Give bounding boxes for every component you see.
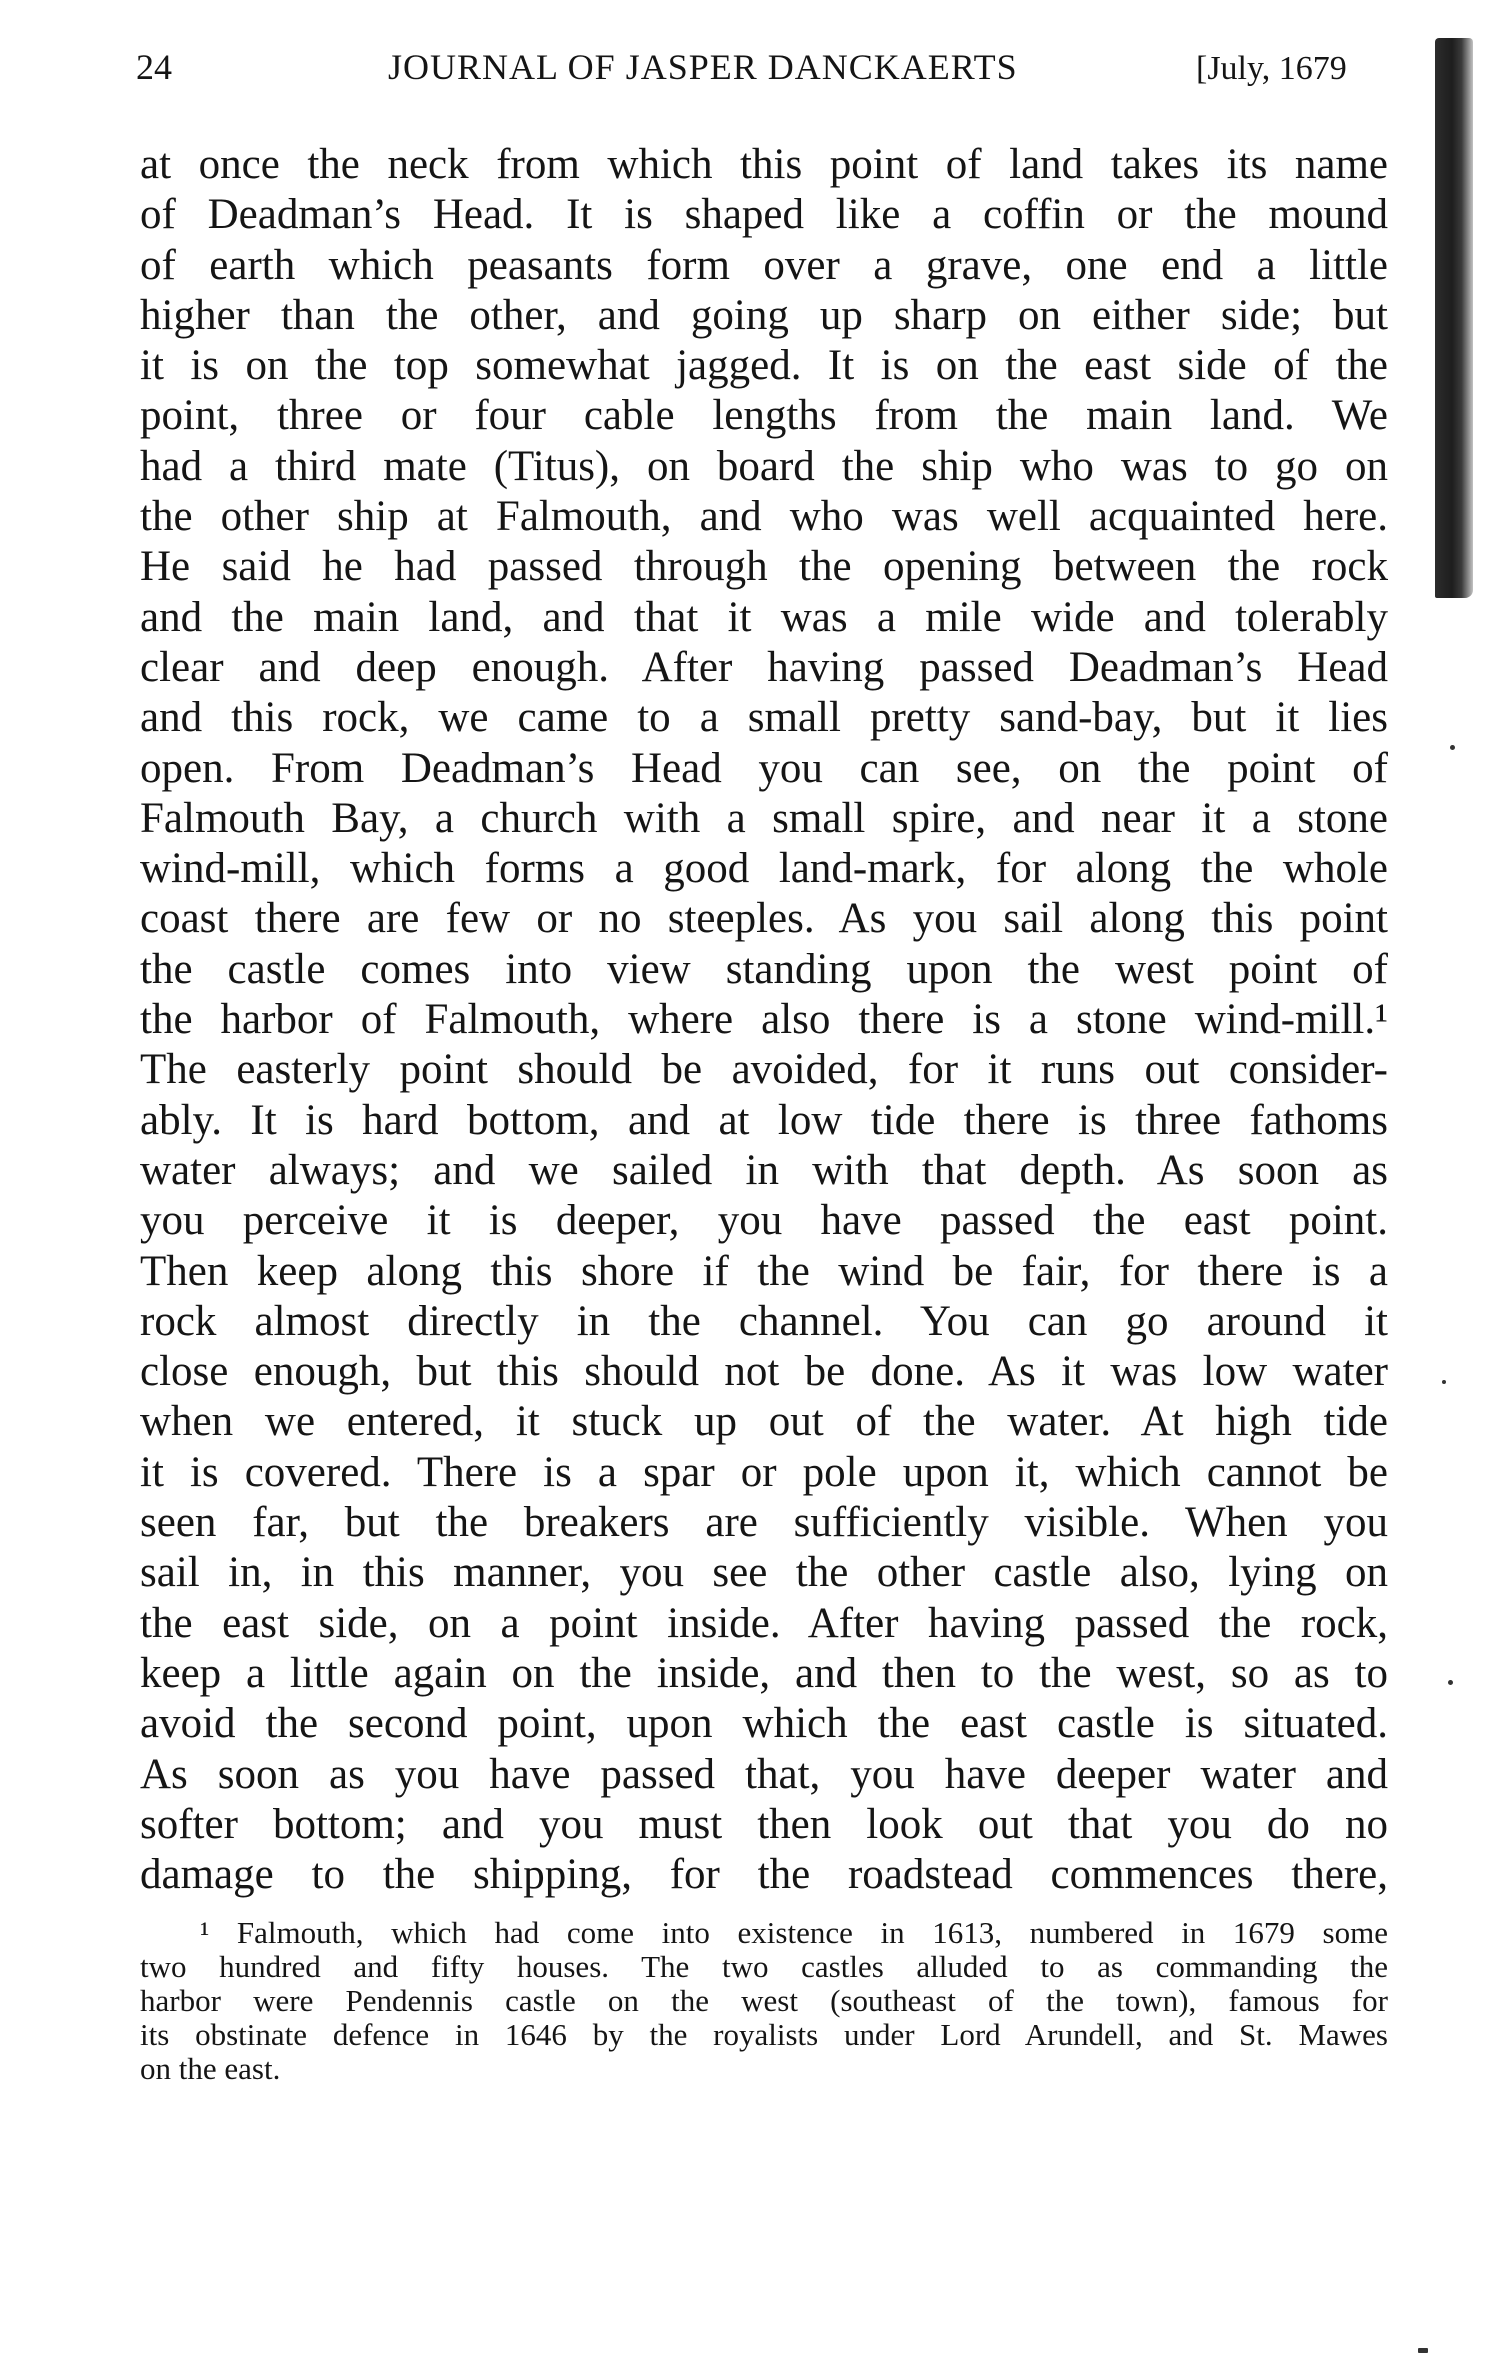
body-line: of Deadman’s Head. It is shaped like a coffin or the mound <box>140 191 1388 239</box>
body-line: and this rock, we came to a small pretty sand-bay, but it lies <box>140 694 1388 742</box>
body-line: He said he had passed through the opening between the rock <box>140 543 1388 591</box>
body-line: sail in, in this manner, you see the other castle also, lying on <box>140 1549 1388 1597</box>
body-line: you perceive it is deeper, you have passed the east point. <box>140 1197 1388 1245</box>
body-line: damage to the shipping, for the roadstead commences there, <box>140 1851 1388 1899</box>
scan-binding-shadow <box>1435 38 1473 598</box>
footnote-line: two hundred and fifty houses. The two castles alluded to as commanding the <box>140 1950 1388 1984</box>
body-line: The easterly point should be avoided, for it runs out consider- <box>140 1046 1388 1094</box>
body-line: the other ship at Falmouth, and who was well acquainted here. <box>140 493 1388 541</box>
body-line: close enough, but this should not be done. As it was low water <box>140 1348 1388 1396</box>
body-line: at once the neck from which this point of land takes its name <box>140 141 1388 188</box>
body-line: softer bottom; and you must then look out that you do no <box>140 1800 1388 1848</box>
body-line: As soon as you have passed that, you have deeper water and <box>140 1750 1388 1798</box>
footnote <box>140 1916 1388 2086</box>
body-line: of earth which peasants form over a grave, one end a little <box>140 241 1388 289</box>
running-date: [July, 1679 <box>1196 50 1347 87</box>
footnote-line: its obstinate defence in 1646 by the royalists under Lord Arundell, and St. Mawes <box>140 2018 1388 2052</box>
body-line: avoid the second point, upon which the east castle is situated. <box>140 1700 1388 1748</box>
body-line: open. From Deadman’s Head you can see, on the point of <box>140 744 1388 792</box>
body-line: water always; and we sailed in with that depth. As soon as <box>140 1146 1388 1194</box>
body-line: wind-mill, which forms a good land-mark, for along the whole <box>140 845 1388 893</box>
body-line: the harbor of Falmouth, where also there is a stone wind-mill.¹ <box>140 996 1388 1044</box>
running-title: JOURNAL OF JASPER DANCKAERTS <box>388 47 1018 87</box>
body-line: clear and deep enough. After having passed Deadman’s Head <box>140 643 1388 691</box>
body-line: seen far, but the breakers are sufficiently visible. When you <box>140 1499 1388 1547</box>
body-line: the east side, on a point inside. After having passed the rock, <box>140 1599 1388 1647</box>
body-line: had a third mate (Titus), on board the ship who was to go on <box>140 442 1388 490</box>
body-line: it is on the top somewhat jagged. It is on the east side of the <box>140 342 1388 390</box>
body-line: Then keep along this shore if the wind be fair, for there is a <box>140 1247 1388 1295</box>
scan-speck <box>1450 745 1455 750</box>
scan-speck <box>1448 1680 1453 1685</box>
body-line: keep a little again on the inside, and then to the west, so as to <box>140 1649 1388 1697</box>
body-line: higher than the other, and going up sharp on either side; but <box>140 291 1388 339</box>
body-text <box>140 140 1388 1900</box>
body-line: the castle comes into view standing upon the west point of <box>140 945 1388 993</box>
body-line: coast there are few or no steeples. As you sail along this point <box>140 895 1388 943</box>
footnote-line: harbor were Pendennis castle on the west (southeast of the town), famous for <box>140 1984 1388 2018</box>
body-line: and the main land, and that it was a mile wide and tolerably <box>140 593 1388 641</box>
running-head <box>136 46 1401 98</box>
scan-speck <box>1418 2348 1428 2353</box>
body-line: it is covered. There is a spar or pole upon it, which cannot be <box>140 1448 1388 1496</box>
body-line: ably. It is hard bottom, and at low tide there is three fathoms <box>140 1096 1388 1144</box>
footnote-line: on the east. <box>140 2052 281 2086</box>
body-line: when we entered, it stuck up out of the water. At high tide <box>140 1398 1388 1446</box>
body-line: Falmouth Bay, a church with a small spire, and near it a stone <box>140 794 1388 842</box>
body-line: point, three or four cable lengths from the main land. We <box>140 392 1388 440</box>
scan-speck <box>1442 1380 1446 1384</box>
footnote-line: ¹ Falmouth, which had come into existence in 1613, numbered in 1679 some <box>200 1916 1388 1950</box>
body-line: rock almost directly in the channel. You can go around it <box>140 1297 1388 1345</box>
page-number: 24 <box>136 47 172 87</box>
